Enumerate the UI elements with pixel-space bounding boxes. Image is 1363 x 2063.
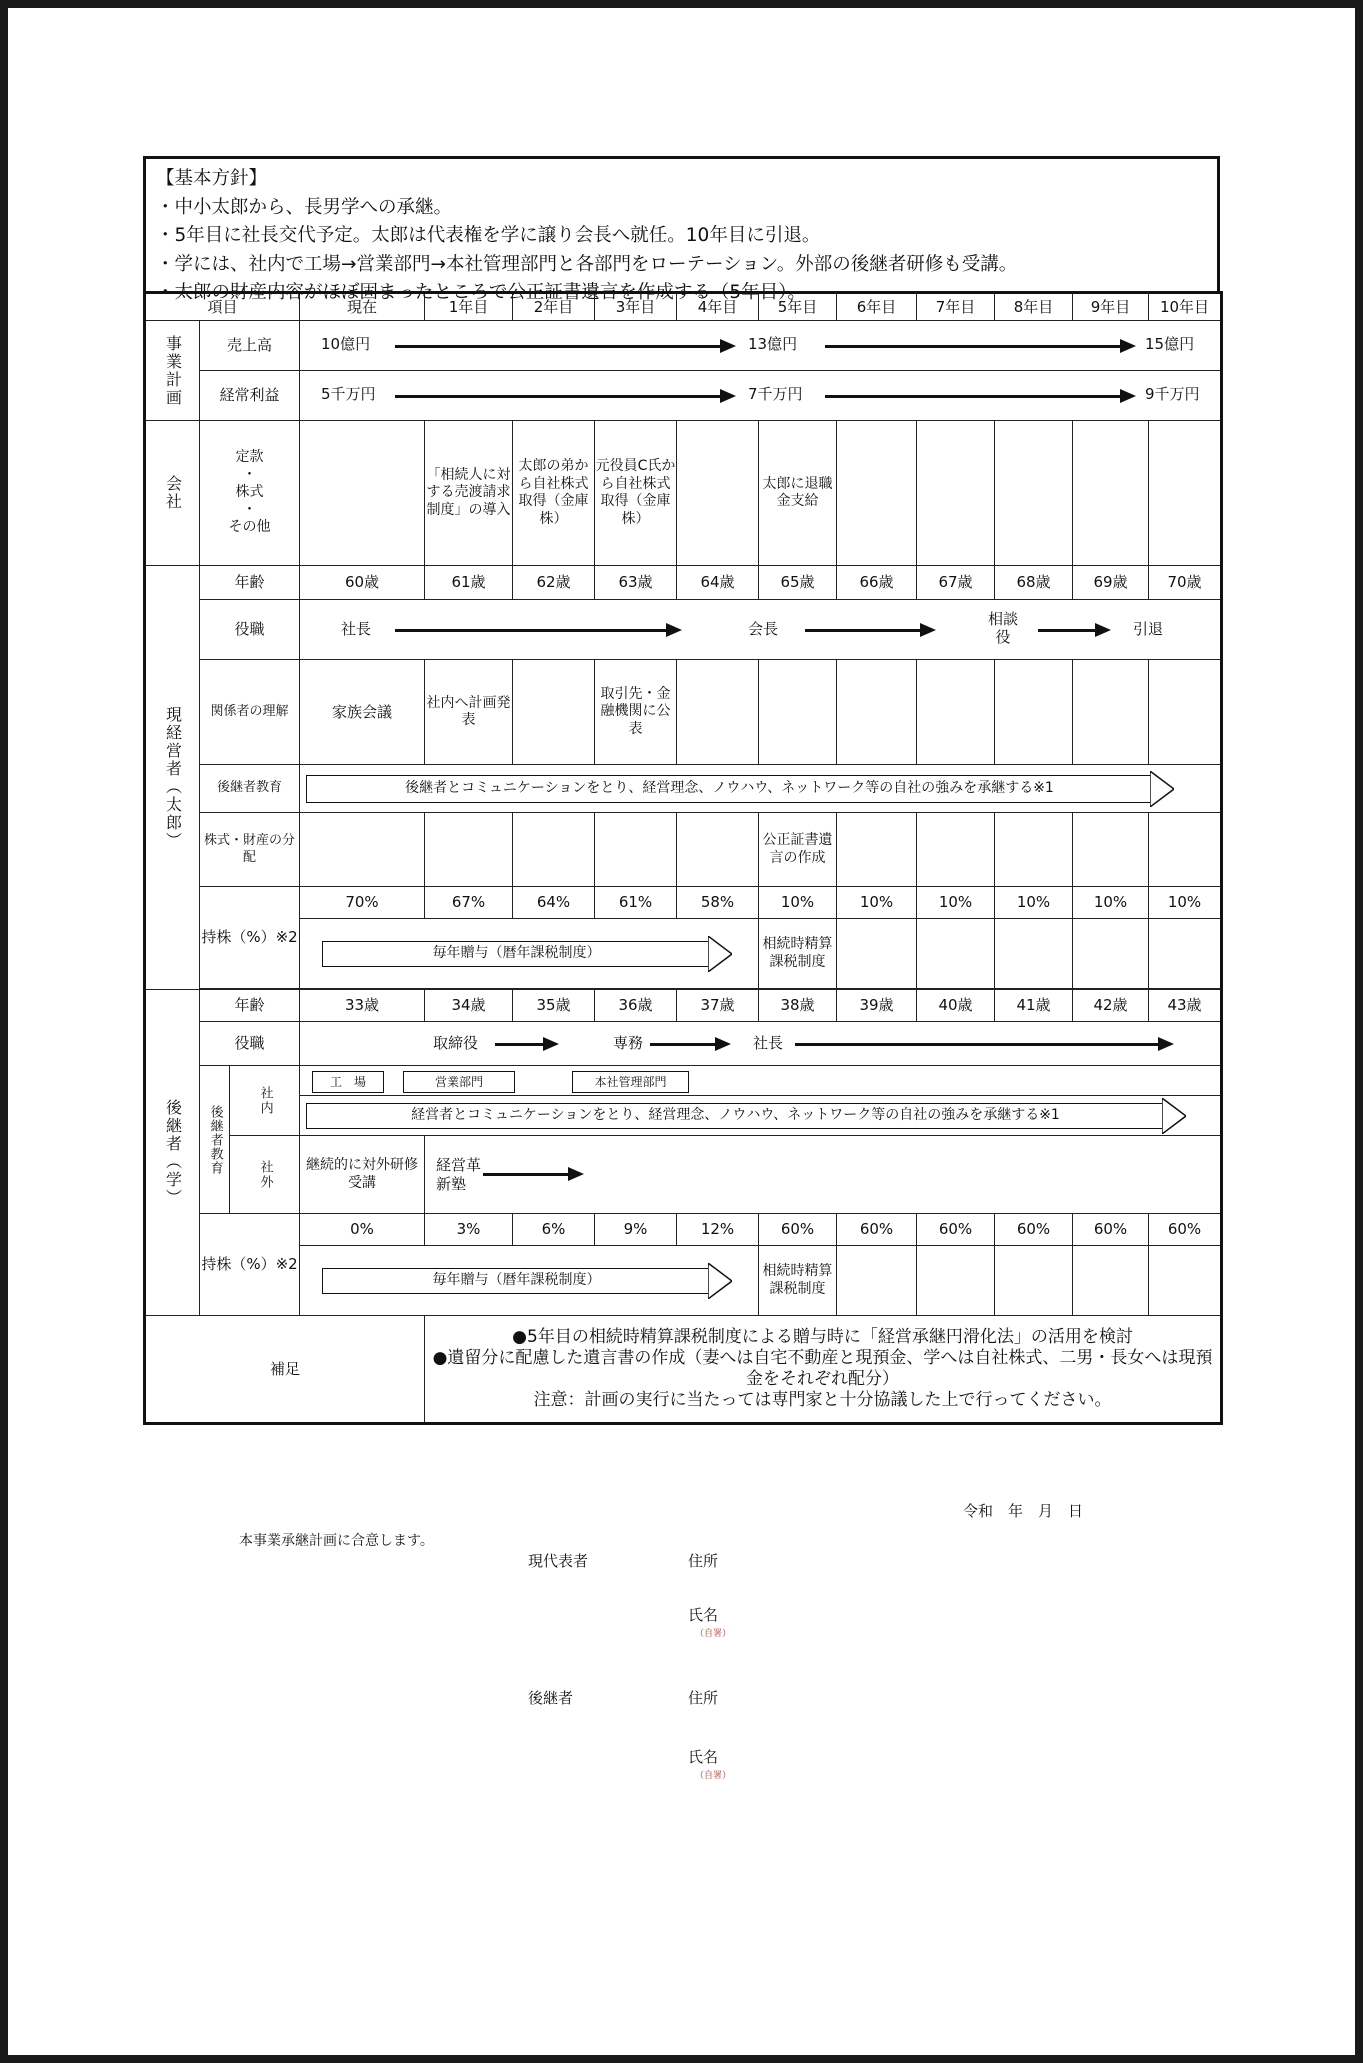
stakeholder-cell: [1149, 660, 1222, 765]
successor-age-row: [145, 990, 1222, 1022]
share-cell: 10%: [995, 887, 1073, 919]
stakeholder-cell: 家族会議: [300, 660, 425, 765]
company-cell: [300, 421, 425, 566]
basic-policy: [143, 156, 1220, 303]
supplement-line: ●5年目の相続時精算課税制度による贈与時に「経営承継円滑化法」の活用を検討: [512, 1326, 1133, 1347]
stakeholder-cell: [837, 660, 917, 765]
role-director: 取締役: [430, 1034, 481, 1053]
header-col: 2年目: [513, 293, 595, 321]
current-age-label: 年齢: [200, 566, 300, 600]
current-gift-row: [145, 919, 1222, 989]
outside-timeline: [425, 1136, 1222, 1214]
asset-row: [145, 813, 1222, 887]
supplement-line: ●遺留分に配慮した遺言書の作成（妻へは自宅不動産と現預金、学へは自社株式、二男・長女へは現預金をそれぞれ配分）: [432, 1347, 1213, 1389]
age-cell: 65歳: [759, 566, 837, 600]
share-cell: 10%: [759, 887, 837, 919]
current-settlement: 相続時精算課税制度: [759, 919, 837, 989]
age-cell: 70歳: [1149, 566, 1222, 600]
age-cell: 43歳: [1149, 990, 1222, 1022]
business-group: 事業計画: [145, 321, 200, 421]
asset-label: 株式・財産の分配: [200, 813, 300, 887]
sales-timeline: [300, 321, 1222, 371]
share-cell: 60%: [995, 1214, 1073, 1246]
age-cell: 41歳: [995, 990, 1073, 1022]
sales-5y: 13億円: [745, 335, 800, 354]
outside-school: 経営革新塾: [433, 1156, 489, 1194]
rep-seal-note: （自署）: [695, 1629, 732, 1639]
rep-name-label: 氏名: [688, 1606, 719, 1624]
header-item: 項目: [145, 293, 300, 321]
age-cell: 69歳: [1073, 566, 1149, 600]
profit-5y: 7千万円: [745, 385, 806, 404]
rep-label: 現代表者: [528, 1552, 589, 1570]
current-role-timeline: [300, 600, 1222, 660]
succ-seal-note: （自署）: [695, 1771, 732, 1781]
company-row: [145, 421, 1222, 566]
successor-role-timeline: [300, 1022, 1222, 1066]
age-cell: 60歳: [300, 566, 425, 600]
sales-10y: 15億円: [1142, 335, 1197, 354]
rep-address-label: 住所: [688, 1552, 719, 1570]
age-cell: 37歳: [677, 990, 759, 1022]
outside-training: 継続的に対外研修受講: [300, 1136, 425, 1214]
company-cell: 「相続人に対する売渡請求制度」の導入: [425, 421, 513, 566]
share-cell: 61%: [595, 887, 677, 919]
age-cell: 67歳: [917, 566, 995, 600]
share-cell: 10%: [917, 887, 995, 919]
current-gift-arrow: 毎年贈与（暦年課税制度）: [300, 919, 759, 989]
business-succession-plan: [143, 156, 1220, 1425]
date-line: 令和 年 月 日: [963, 1502, 1084, 1520]
rotation-sales: 営業部門: [403, 1071, 515, 1093]
stakeholder-cell: 社内へ計画発表: [425, 660, 513, 765]
header-col: 6年目: [837, 293, 917, 321]
stakeholder-row: [145, 660, 1222, 765]
age-cell: 64歳: [677, 566, 759, 600]
stakeholder-cell: [1073, 660, 1149, 765]
share-cell: 58%: [677, 887, 759, 919]
succ-label: 後継者: [528, 1689, 574, 1707]
policy-title: 【基本方針】: [156, 168, 268, 189]
current-role-label: 役職: [200, 600, 300, 660]
current-education-row: [145, 765, 1222, 813]
age-cell: 34歳: [425, 990, 513, 1022]
age-cell: 36歳: [595, 990, 677, 1022]
company-cell: 太郎の弟から自社株式取得（金庫株）: [513, 421, 595, 566]
age-cell: 35歳: [513, 990, 595, 1022]
age-cell: 42歳: [1073, 990, 1149, 1022]
company-cell: [837, 421, 917, 566]
policy-line: ・太郎の財産内容がほぼ固まったところで公正証書遺言を作成する（5年目）。: [156, 282, 806, 303]
header-col: 7年目: [917, 293, 995, 321]
stakeholder-cell: [677, 660, 759, 765]
inside-edu-row: [145, 1096, 1222, 1136]
successor-gift-row: [145, 1246, 1222, 1316]
share-cell: 12%: [677, 1214, 759, 1246]
company-label: 定款 ・ 株式 ・ その他: [200, 421, 300, 566]
header-col: 5年目: [759, 293, 837, 321]
rotation-factory: 工 場: [312, 1071, 384, 1093]
role-chairman: 会長: [745, 620, 781, 639]
current-education-arrow: 後継者とコミュニケーションをとり、経営理念、ノウハウ、ネットワーク等の自社の強みを承継する※1: [300, 765, 1222, 813]
profit-now: 5千万円: [318, 385, 379, 404]
stakeholder-cell: 取引先・金融機関に公表: [595, 660, 677, 765]
current-share-row: [145, 887, 1222, 919]
role-president: 社長: [338, 620, 374, 639]
asset-cell: 公正証書遺言の作成: [759, 813, 837, 887]
inside-rotation-row: [145, 1066, 1222, 1096]
age-cell: 63歳: [595, 566, 677, 600]
profit-10y: 9千万円: [1142, 385, 1203, 404]
age-cell: 38歳: [759, 990, 837, 1022]
rotation-timeline: [300, 1066, 1222, 1096]
age-cell: 61歳: [425, 566, 513, 600]
company-cell: [995, 421, 1073, 566]
role-advisor: 相談役: [980, 610, 1026, 646]
share-cell: 10%: [837, 887, 917, 919]
stakeholder-label: 関係者の理解: [200, 660, 300, 765]
current-education-label: 後継者教育: [200, 765, 300, 813]
company-group: 会社: [145, 421, 200, 566]
supplement-line: 注意：計画の実行に当たっては専門家と十分協議した上で行ってください。: [533, 1390, 1112, 1411]
outside-edu-row: [145, 1136, 1222, 1214]
share-cell: 67%: [425, 887, 513, 919]
succ-name-label: 氏名: [688, 1748, 719, 1766]
age-cell: 39歳: [837, 990, 917, 1022]
plan-table: [143, 291, 1223, 1425]
share-cell: 60%: [759, 1214, 837, 1246]
header-col: 9年目: [1073, 293, 1149, 321]
share-cell: 6%: [513, 1214, 595, 1246]
successor-role-label: 役職: [200, 1022, 300, 1066]
profit-row: [145, 371, 1222, 421]
rotation-hq: 本社管理部門: [572, 1071, 689, 1093]
inside-label: 社内: [230, 1066, 300, 1136]
share-cell: 9%: [595, 1214, 677, 1246]
share-cell: 60%: [1149, 1214, 1222, 1246]
share-cell: 60%: [1073, 1214, 1149, 1246]
header-col: 1年目: [425, 293, 513, 321]
sales-row: [145, 321, 1222, 371]
company-cell: [677, 421, 759, 566]
age-cell: 62歳: [513, 566, 595, 600]
profit-timeline: [300, 371, 1222, 421]
share-cell: 60%: [837, 1214, 917, 1246]
policy-line: ・中小太郎から、長男学への承継。: [156, 196, 453, 218]
share-cell: 70%: [300, 887, 425, 919]
successor-edu-group: 後継者教育: [200, 1066, 230, 1214]
current-group: 現経営者（太郎）: [145, 566, 200, 990]
age-cell: 68歳: [995, 566, 1073, 600]
share-cell: 64%: [513, 887, 595, 919]
company-cell: [1073, 421, 1149, 566]
agreement-text: 本事業承継計画に合意します。: [239, 1533, 434, 1549]
supplement-label: 補足: [145, 1316, 425, 1424]
share-cell: 3%: [425, 1214, 513, 1246]
company-cell: [917, 421, 995, 566]
successor-share-row: [145, 1214, 1222, 1246]
successor-age-label: 年齢: [200, 990, 300, 1022]
policy-line: ・学には、社内で工場→営業部門→本社管理部門と各部門をローテーション。外部の後継者研修も受講。: [156, 253, 1018, 275]
header-col: 4年目: [677, 293, 759, 321]
supplement-notes: [425, 1316, 1222, 1424]
age-cell: 33歳: [300, 990, 425, 1022]
company-cell: 太郎に退職金支給: [759, 421, 837, 566]
share-cell: 60%: [917, 1214, 995, 1246]
age-cell: 40歳: [917, 990, 995, 1022]
policy-line: ・5年目に社長交代予定。太郎は代表権を学に譲り会長へ就任。10年目に引退。: [156, 225, 821, 246]
current-age-row: [145, 566, 1222, 600]
successor-share-label: 持株（%）※2: [200, 1214, 300, 1316]
successor-inside-arrow: 経営者とコミュニケーションをとり、経営理念、ノウハウ、ネットワーク等の自社の強みを承継する※1: [300, 1096, 1222, 1136]
share-cell: 0%: [300, 1214, 425, 1246]
share-cell: 10%: [1149, 887, 1222, 919]
role-senior: 専務: [610, 1034, 646, 1053]
stakeholder-cell: [917, 660, 995, 765]
stakeholder-cell: [513, 660, 595, 765]
current-share-label: 持株（%）※2: [200, 887, 300, 989]
successor-group: 後継者（学）: [145, 990, 200, 1316]
sales-label: 売上高: [200, 321, 300, 371]
company-cell: [1149, 421, 1222, 566]
role-retire: 引退: [1130, 620, 1166, 639]
stakeholder-cell: [995, 660, 1073, 765]
outside-label: 社外: [230, 1136, 300, 1214]
succ-address-label: 住所: [688, 1689, 719, 1707]
header-col: 8年目: [995, 293, 1073, 321]
current-role-row: [145, 600, 1222, 660]
header-col: 10年目: [1149, 293, 1222, 321]
header-col: 3年目: [595, 293, 677, 321]
company-cell: 元役員C氏から自社株式取得（金庫株）: [595, 421, 677, 566]
age-cell: 66歳: [837, 566, 917, 600]
share-cell: 10%: [1073, 887, 1149, 919]
supplement-row: [145, 1316, 1222, 1424]
sales-now: 10億円: [318, 335, 373, 354]
profit-label: 経常利益: [200, 371, 300, 421]
successor-role-row: [145, 1022, 1222, 1066]
role-president: 社長: [750, 1034, 786, 1053]
stakeholder-cell: [759, 660, 837, 765]
successor-settlement: 相続時精算課税制度: [759, 1246, 837, 1316]
successor-gift-arrow: 毎年贈与（暦年課税制度）: [300, 1246, 759, 1316]
header-col: 現在: [300, 293, 425, 321]
